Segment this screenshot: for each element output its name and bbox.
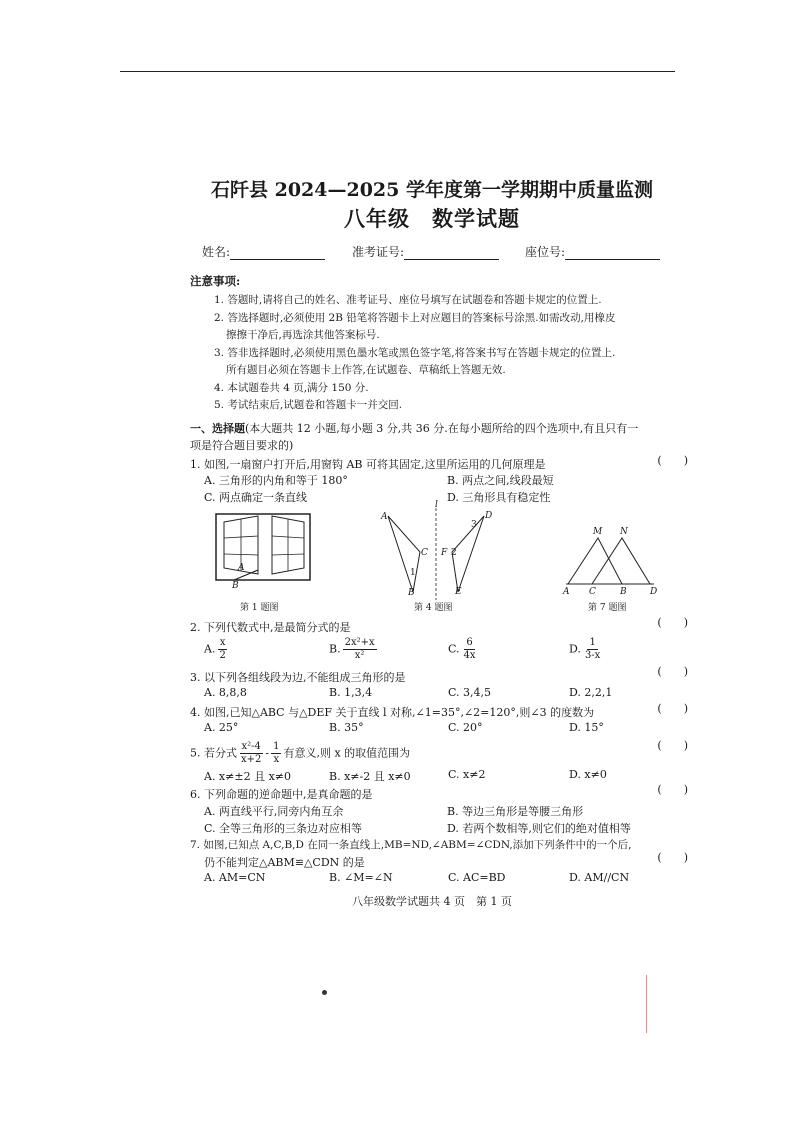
fig4-caption: 第 4 题图 [414, 603, 453, 613]
q6-option-c: C. 全等三角形的三条边对应相等 [204, 822, 363, 835]
q4-answer-paren: ( ) [657, 702, 688, 715]
q3-answer-paren: ( ) [657, 665, 688, 678]
q2-option-d: D. $\frac{1}{3-x}$ [569, 637, 601, 661]
exam-title: 石阡县 2024—2025 学年度第一学期期中质量监测 [211, 179, 653, 201]
q3-option-b: B. 1,3,4 [329, 686, 373, 699]
exam-id-blank [404, 247, 499, 260]
exam-id-field: 准考证号: [352, 243, 499, 260]
exam-subtitle: 八年级 数学试题 [344, 206, 520, 231]
q1-stem: 1. 如图,一扇窗户打开后,用窗钩 AB 可将其固定,这里所运用的几何原理是 [190, 458, 546, 471]
q7-option-b: B. ∠M=∠N [329, 871, 393, 884]
fig4-angle-3: 3 [471, 520, 477, 530]
q4-option-c: C. 20° [448, 721, 483, 734]
fig7-label-c: C [589, 587, 596, 597]
q5-option-d: D. x≠0 [569, 768, 607, 781]
page-footer: 八年级数学试题共 4 页 第 1 页 [352, 895, 512, 908]
q1-option-d: D. 三角形具有稳定性 [447, 491, 551, 504]
q7-stem-line1: 7. 如图,已知点 A,C,B,D 在同一条直线上,MB=ND,∠ABM=∠CDN,添加下列条件中的一个后, [190, 839, 632, 851]
q2-option-c: C. $\frac{6}{4x}$ [448, 637, 476, 661]
q4-stem: 4. 如图,已知△ABC 与△DEF 关于直线 l 对称,∠1=35°,∠2=120°,则∠3 的度数为 [190, 706, 595, 719]
name-blank [230, 247, 325, 260]
fig1-window-diagram [214, 512, 314, 592]
q1-answer-paren: ( ) [657, 454, 688, 467]
q5-option-a: A. x≠±2 且 x≠0 [204, 770, 291, 783]
fig7-label-d: D [650, 587, 658, 597]
fig4-angle-1: 1 [410, 568, 416, 578]
fig4-label-e: E [455, 587, 462, 597]
top-rule [120, 71, 675, 72]
note-item: 2. 答选择题时,必须使用 2B 铅笔将答题卡上对应题目的答案标号涂黑.如需改动,用橡皮 [214, 312, 616, 324]
fig7-label-a: A [563, 587, 570, 597]
fig1-caption: 第 1 题图 [240, 603, 279, 613]
note-item: 1. 答题时,请将自己的姓名、准考证号、座位号填写在试题卷和答题卡规定的位置上. [214, 294, 602, 306]
red-scan-mark [646, 975, 647, 1033]
q7-stem-line2: 仍不能判定△ABM≌△CDN 的是 [204, 856, 365, 869]
section-heading: 一、选择题(本大题共 12 小题,每小题 3 分,共 36 分.在每小题所给的四个选项中,有且只有一 [190, 422, 639, 435]
q4-option-d: D. 15° [569, 721, 604, 734]
fig4-label-d: D [485, 511, 493, 521]
fig4-label-l: l [435, 500, 438, 510]
q7-option-d: D. AM//CN [569, 871, 630, 884]
exam-page [182, 100, 704, 980]
q5-stem: 5. 若分式 $\frac{\text{x²-4}}{x+2}$ - $\frac{1}{x}$ 有意义,则 x 的取值范围为 [190, 741, 411, 765]
fig7-label-n: N [620, 527, 628, 537]
note-item: 4. 本试题卷共 4 页,满分 150 分. [214, 382, 369, 394]
note-item: 所有题目必须在答题卡上作答,在试题卷、草稿纸上答题无效. [226, 364, 506, 376]
q2-stem: 2. 下列代数式中,是最简分式的是 [190, 621, 351, 634]
notes-heading: 注意事项: [190, 274, 241, 288]
fig1-label-b: B [232, 581, 239, 591]
q6-option-a: A. 两直线平行,同旁内角互余 [204, 805, 344, 818]
q2-answer-paren: ( ) [657, 616, 688, 629]
fig4-label-c: C [421, 548, 428, 558]
q3-stem: 3. 以下列各组线段为边,不能组成三角形的是 [190, 671, 406, 684]
fig7-caption: 第 7 题图 [588, 603, 627, 613]
q1-option-a: A. 三角形的内角和等于 180° [204, 474, 348, 487]
q4-option-a: A. 25° [204, 721, 239, 734]
fig7-label-m: M [593, 527, 603, 537]
seat-blank [565, 247, 660, 260]
fig7-triangles-diagram [562, 532, 662, 592]
q2-option-b: B. $\frac{\text{2x²+x}}{\text{x²}}$ [329, 637, 375, 661]
seat-field: 座位号: [525, 243, 660, 260]
q6-option-b: B. 等边三角形是等腰三角形 [447, 805, 584, 818]
q1-option-c: C. 两点确定一条直线 [204, 491, 308, 504]
fig7-label-b: B [620, 587, 627, 597]
q3-option-a: A. 8,8,8 [204, 686, 247, 699]
section-desc: 项是符合题目要求的) [190, 439, 294, 452]
q1-option-b: B. 两点之间,线段最短 [447, 474, 554, 487]
q7-option-a: A. AM=CN [204, 871, 266, 884]
q3-option-d: D. 2,2,1 [569, 686, 613, 699]
name-field: 姓名: [202, 243, 325, 260]
q5-answer-paren: ( ) [657, 739, 688, 752]
note-item: 3. 答非选择题时,必须使用黑色墨水笔或黑色签字笔,将答案书写在答题卡规定的位置上. [214, 347, 616, 359]
q5-option-b: B. x≠-2 且 x≠0 [329, 770, 411, 783]
q5-option-c: C. x≠2 [448, 768, 486, 781]
fig4-angle-2: 2 [451, 548, 457, 558]
q4-option-b: B. 35° [329, 721, 364, 734]
fig4-label-a: A [381, 512, 388, 522]
scan-dot [322, 990, 327, 995]
q6-stem: 6. 下列命题的逆命题中,是真命题的是 [190, 788, 373, 801]
q6-answer-paren: ( ) [657, 783, 688, 796]
q7-option-c: C. AC=BD [448, 871, 506, 884]
note-item: 5. 考试结束后,试题卷和答题卡一并交回. [214, 399, 403, 411]
fig4-triangles-diagram [380, 508, 500, 600]
fig4-label-f: F [441, 548, 448, 558]
q3-option-c: C. 3,4,5 [448, 686, 492, 699]
fig4-label-b: B [408, 588, 415, 598]
q7-answer-paren: ( ) [657, 851, 688, 864]
fig1-label-a: A [238, 563, 245, 573]
q6-option-d: D. 若两个数相等,则它们的绝对值相等 [447, 822, 631, 835]
q2-option-a: A. $\frac{x}{2}$ [204, 637, 226, 661]
note-item: 擦擦干净后,再选涂其他答案标号. [226, 329, 380, 341]
